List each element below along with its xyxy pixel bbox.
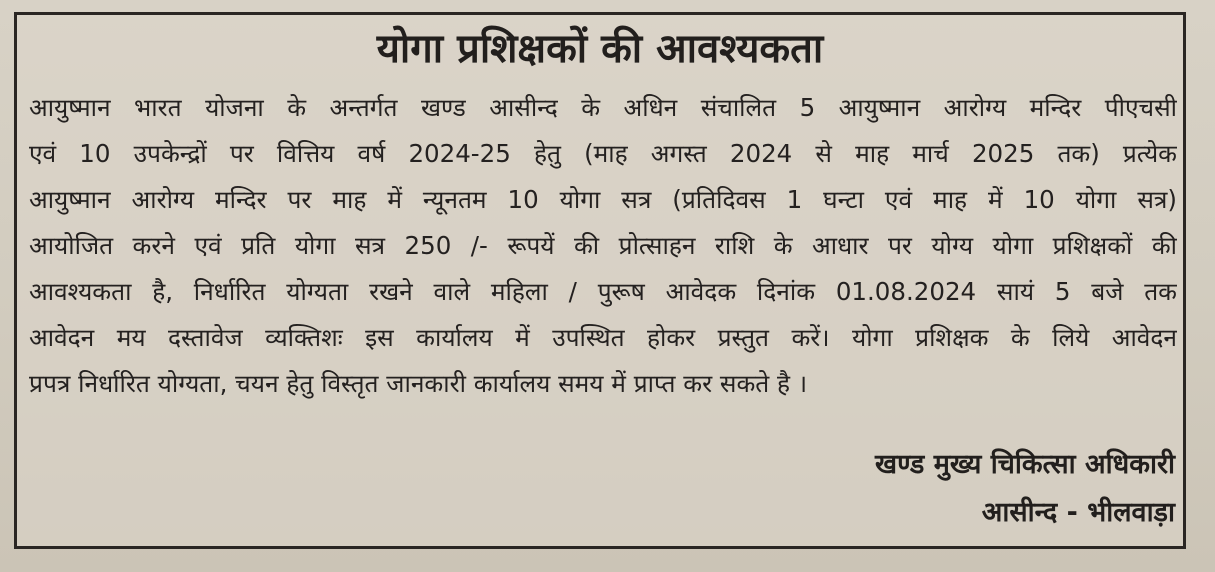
notice-line: आवश्यकता है, निर्धारित योग्यता रखने वाले महिला / पुरूष आवेदक दिनांक 01.08.2024 सायं 5 बजे तक <box>29 277 1177 306</box>
notice-line: आयोजित करने एवं प्रति योगा सत्र 250 /- रूपयें की प्रोत्साहन राशि के आधार पर योग्य योगा प्रशिक्षकों की <box>29 231 1177 260</box>
signatory-location: आसीन्द - भीलवाड़ा <box>981 497 1175 528</box>
notice-line: आयुष्मान आरोग्य मन्दिर पर माह में न्यूनतम 10 योगा सत्र (प्रतिदिवस 1 घन्टा एवं माह में 10 योगा सत्र) <box>29 185 1177 214</box>
notice-line: आयुष्मान भारत योजना के अन्तर्गत खण्ड आसीन्द के अधिन संचालित 5 आयुष्मान आरोग्य मन्दिर पीएचसी <box>29 93 1177 122</box>
notice-title: योगा प्रशिक्षकों की आवश्यकता <box>376 26 824 72</box>
notice-line: एवं 10 उपकेन्द्रों पर वित्तिय वर्ष 2024-25 हेतु (माह अगस्त 2024 से माह मार्च 2025 तक) प्रत्येक <box>29 139 1177 168</box>
signatory-designation: खण्ड मुख्य चिकित्सा अधिकारी <box>875 449 1175 480</box>
notice-box <box>14 12 1186 549</box>
notice-line: प्रपत्र निर्धारित योग्यता, चयन हेतु विस्तृत जानकारी कार्यालय समय में प्राप्त कर सकते है । <box>29 369 808 398</box>
notice-line: आवेदन मय दस्तावेज व्यक्तिशः इस कार्यालय में उपस्थित होकर प्रस्तुत करें। योगा प्रशिक्षक के लिये आवेदन <box>29 323 1177 352</box>
notice-body <box>29 85 1177 407</box>
